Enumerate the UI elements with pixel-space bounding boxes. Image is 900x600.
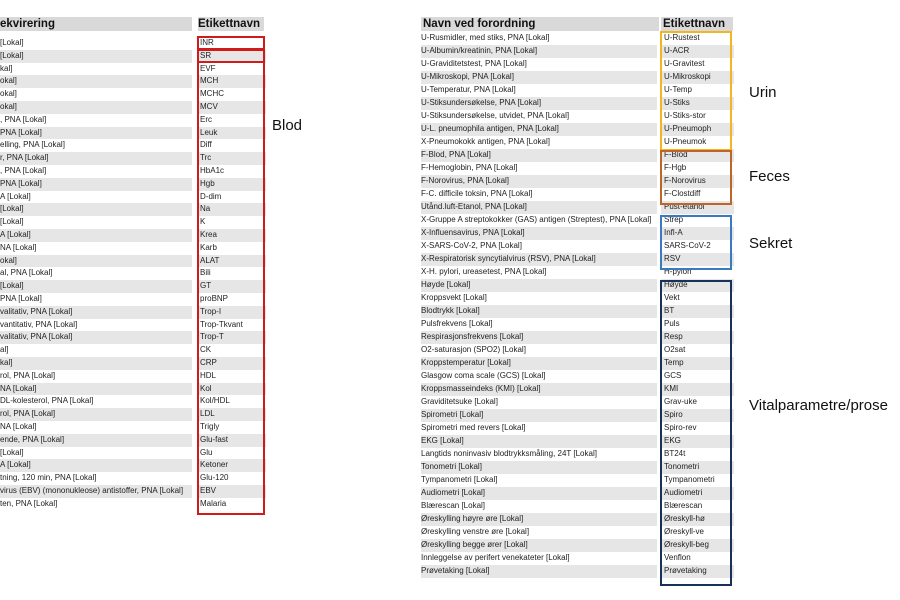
right-table-row-name: Blodtrykk [Lokal] bbox=[421, 305, 657, 318]
left-header-label: Etikettnavn bbox=[198, 17, 264, 31]
left-table-row-label: Kol/HDL bbox=[200, 396, 230, 406]
right-table-row-label: Tonometri bbox=[661, 461, 734, 474]
right-table-row-label: Høyde bbox=[661, 279, 734, 292]
right-table-row-name: O2-saturasjon (SPO2) [Lokal] bbox=[421, 344, 526, 354]
right-table-row-name: Audiometri [Lokal] bbox=[421, 487, 657, 500]
right-table-row-name: Øreskylling begge ører [Lokal] bbox=[421, 539, 657, 552]
right-table-row-name: Kroppstemperatur [Lokal] bbox=[421, 357, 657, 370]
left-table-row-label: Diff bbox=[200, 140, 212, 150]
right-header-label: Etikettnavn bbox=[661, 17, 733, 31]
left-table-row-name: virus (EBV) (mononukleose) antistoffer, PNA [Lokal] bbox=[0, 485, 192, 498]
left-table-row-label: Krea bbox=[197, 229, 266, 242]
left-table-row-label: Trigly bbox=[200, 422, 220, 431]
left-table-row-label: Karb bbox=[200, 242, 217, 252]
left-table-row-name: NA [Lokal] bbox=[0, 422, 37, 431]
right-table-row-label: Temp bbox=[661, 357, 734, 370]
right-table-row-label: RSV bbox=[661, 253, 734, 266]
left-table-row-name: r, PNA [Lokal] bbox=[0, 152, 192, 165]
left-table-row-label: Bili bbox=[200, 268, 211, 278]
left-table-row-name: NA [Lokal] bbox=[0, 383, 192, 396]
feces-label: Feces bbox=[749, 168, 790, 185]
right-table-row-label: BT24t bbox=[664, 448, 686, 458]
left-table-row-name: A [Lokal] bbox=[0, 229, 192, 242]
right-table-row-label: Pust-etanol bbox=[661, 201, 734, 214]
blod-label: Blod bbox=[272, 117, 303, 134]
left-table-row-label: Na bbox=[197, 203, 266, 216]
left-table-row-name: okal] bbox=[0, 255, 192, 268]
left-table-row-label: EVF bbox=[200, 63, 216, 73]
right-table-row-label: Spiro bbox=[661, 409, 734, 422]
right-table-row-name: X-H. pylori, ureasetest, PNA [Lokal] bbox=[421, 266, 547, 276]
left-table-row-name: PNA [Lokal] bbox=[0, 127, 192, 140]
right-table-row-label: Tympanometri bbox=[664, 474, 715, 484]
right-table-row-label: Infl-A bbox=[661, 227, 734, 240]
right-table-row-name: Pulsfrekvens [Lokal] bbox=[421, 318, 493, 328]
left-table-row-name: PNA [Lokal] bbox=[0, 294, 42, 303]
right-header-name: Navn ved forordning bbox=[421, 17, 659, 31]
right-table-row-name: Høyde [Lokal] bbox=[421, 279, 657, 292]
right-table-row-name: Tympanometri [Lokal] bbox=[421, 474, 498, 484]
left-table-row-label: CK bbox=[200, 345, 212, 355]
left-table-row-label: Kol bbox=[197, 383, 266, 396]
right-table-row-label: F-Norovirus bbox=[661, 175, 734, 188]
right-table-row-label: Resp bbox=[661, 331, 734, 344]
right-table-row-name: Graviditetsuke [Lokal] bbox=[421, 396, 498, 406]
right-table-row-name: Tonometri [Lokal] bbox=[421, 461, 657, 474]
left-table-row-name: [Lokal] bbox=[0, 280, 192, 293]
left-table-row-name: al] bbox=[0, 345, 9, 355]
right-table-row-name: Spirometri med revers [Lokal] bbox=[421, 422, 526, 432]
right-table-row-label: Øreskyll-beg bbox=[661, 539, 734, 552]
right-table-row-label: BT bbox=[661, 305, 734, 318]
left-table-row-name: A [Lokal] bbox=[0, 191, 31, 201]
left-table-row-name: tning, 120 min, PNA [Lokal] bbox=[0, 473, 97, 483]
right-table-row-label: Prøvetaking bbox=[661, 565, 734, 578]
right-table-row-label: U-Rustest bbox=[664, 33, 700, 42]
sekret-label: Sekret bbox=[749, 235, 793, 252]
left-table-row-name: okal] bbox=[0, 101, 192, 114]
right-table-row-name: Kroppsvekt [Lokal] bbox=[421, 292, 487, 302]
right-table-row-name: U-Mikroskopi, PNA [Lokal] bbox=[421, 71, 657, 84]
right-table-row-label: U-ACR bbox=[661, 45, 734, 58]
left-table-row-label: Trop-Tkvant bbox=[200, 319, 243, 329]
right-table-row-name: EKG [Lokal] bbox=[421, 435, 657, 448]
left-table-row-label: Trc bbox=[197, 152, 266, 165]
left-table-row-name: [Lokal] bbox=[0, 50, 192, 63]
left-table-row-name: kal] bbox=[0, 63, 13, 73]
left-table-row-label: SR bbox=[197, 50, 266, 63]
left-table-row-label: INR bbox=[200, 38, 214, 47]
left-table-row-label: Trop-T bbox=[197, 331, 266, 344]
right-table-row-name: Prøvetaking [Lokal] bbox=[421, 565, 657, 578]
left-table-row-label: ALAT bbox=[197, 255, 266, 268]
left-table-row-label: Ketoner bbox=[197, 459, 266, 472]
left-table-row-name: [Lokal] bbox=[0, 203, 192, 216]
right-table-row-name: Respirasjonsfrekvens [Lokal] bbox=[421, 331, 657, 344]
left-table-row-label: Glu bbox=[200, 447, 213, 457]
left-table-row-label: Trop-I bbox=[197, 306, 266, 319]
right-table-row-label: Spiro-rev bbox=[664, 422, 697, 432]
right-table-row-name: F-Norovirus, PNA [Lokal] bbox=[421, 175, 657, 188]
right-table-row-label: Vekt bbox=[664, 292, 680, 302]
left-table-row-name: valitativ, PNA [Lokal] bbox=[0, 306, 192, 319]
right-table-row-name: X-SARS-CoV-2, PNA [Lokal] bbox=[421, 240, 522, 250]
right-table-row-label: U-Temp bbox=[664, 84, 693, 94]
left-table-row-name: ende, PNA [Lokal] bbox=[0, 434, 192, 447]
right-table-row-name: Langtids noninvasiv blodtrykksmåling, 24T [Lokal] bbox=[421, 448, 597, 458]
right-table-row-label: Blærescan bbox=[664, 500, 703, 510]
right-table-row-label: Puls bbox=[664, 318, 680, 328]
left-table-row-label: MCV bbox=[197, 101, 266, 114]
right-table-row-name: U-L. pneumophila antigen, PNA [Lokal] bbox=[421, 123, 657, 136]
right-table-row-label: U-Stiks-stor bbox=[664, 110, 706, 120]
left-table-row-name: okal] bbox=[0, 89, 17, 99]
left-table-row-label: D-dim bbox=[200, 191, 222, 201]
right-table-row-label: Audiometri bbox=[661, 487, 734, 500]
right-table-row-label: GCS bbox=[664, 370, 682, 380]
right-table-row-label: KMI bbox=[661, 383, 734, 396]
right-table-row-name: Øreskylling venstre øre [Lokal] bbox=[421, 526, 530, 536]
left-table-row-name: A [Lokal] bbox=[0, 459, 192, 472]
right-table-row-label: Øreskyll-hø bbox=[661, 513, 734, 526]
left-table-row-name: rol, PNA [Lokal] bbox=[0, 408, 192, 421]
left-table-row-name: rol, PNA [Lokal] bbox=[0, 370, 56, 380]
right-table-row-label: U-Gravitest bbox=[664, 58, 705, 68]
right-table-row-label: U-Pneumoph bbox=[661, 123, 734, 136]
left-table-row-label: Leuk bbox=[197, 127, 266, 140]
left-table-row-name: , PNA [Lokal] bbox=[0, 114, 47, 124]
left-table-row-label: Glu-fast bbox=[197, 434, 266, 447]
left-table-row-label: proBNP bbox=[200, 294, 229, 303]
right-table-row-label: Strep bbox=[664, 214, 684, 224]
left-table-row-name: PNA [Lokal] bbox=[0, 178, 192, 191]
right-table-row-label: Grav-uke bbox=[664, 396, 697, 406]
right-table-row-name: F-Blod, PNA [Lokal] bbox=[421, 149, 657, 162]
right-table-row-label: Venflon bbox=[664, 552, 691, 562]
left-header-name: ekvirering bbox=[0, 17, 192, 31]
right-table-row-label: U-Mikroskopi bbox=[661, 71, 734, 84]
left-table-row-label: HDL bbox=[200, 370, 217, 380]
right-table-row-name: U-Stiksundersøkelse, utvidet, PNA [Lokal] bbox=[421, 110, 570, 120]
left-table-row-name: [Lokal] bbox=[0, 447, 24, 457]
right-table-row-label: EKG bbox=[661, 435, 734, 448]
right-table-row-label: O2sat bbox=[664, 344, 686, 354]
right-table-row-name: U-Stiksundersøkelse, PNA [Lokal] bbox=[421, 97, 657, 110]
right-table-row-name: X-Gruppe A streptokokker (GAS) antigen (Streptest), PNA [Lokal] bbox=[421, 214, 652, 224]
right-table-row-name: U-Albumin/kreatinin, PNA [Lokal] bbox=[421, 45, 657, 58]
right-table-row-name: X-Influensavirus, PNA [Lokal] bbox=[421, 227, 657, 240]
left-table-row-label: LDL bbox=[197, 408, 266, 421]
right-table-row-label: U-Stiks bbox=[661, 97, 734, 110]
left-table-row-name: NA [Lokal] bbox=[0, 242, 37, 252]
right-table-row-label: Øreskyll-ve bbox=[664, 526, 705, 536]
right-table-row-name: Glasgow coma scale (GCS) [Lokal] bbox=[421, 370, 546, 380]
right-table-row-label: F-Hgb bbox=[664, 162, 687, 172]
left-table-row-label: HbA1c bbox=[200, 166, 225, 175]
vital-label: Vitalparametre/prose bbox=[749, 397, 888, 414]
right-table-row-name: U-Rusmidler, med stiks, PNA [Lokal] bbox=[421, 33, 550, 42]
left-table-row-name: , PNA [Lokal] bbox=[0, 166, 47, 175]
right-table-row-name: Utånd.luft-Etanol, PNA [Lokal] bbox=[421, 201, 657, 214]
left-table-row-label: Glu-120 bbox=[200, 473, 229, 483]
right-table-row-label: SARS-CoV-2 bbox=[664, 240, 711, 250]
left-table-row-label: Malaria bbox=[200, 498, 227, 508]
left-table-row-name: valitativ, PNA [Lokal] bbox=[0, 331, 192, 344]
left-table-row-label: Erc bbox=[200, 114, 212, 124]
left-table-row-label: EBV bbox=[197, 485, 266, 498]
left-table-row-label: CRP bbox=[197, 357, 266, 370]
left-table-row-name: ten, PNA [Lokal] bbox=[0, 498, 58, 508]
urin-label: Urin bbox=[749, 84, 777, 101]
right-table-row-label: U-Pneumok bbox=[664, 136, 707, 146]
right-table-row-label: H-pylori bbox=[664, 266, 692, 276]
left-table-row-label: Hgb bbox=[197, 178, 266, 191]
left-table-row-label: MCHC bbox=[200, 89, 224, 99]
left-table-row-label: MCH bbox=[197, 75, 266, 88]
left-table-row-label: GT bbox=[197, 280, 266, 293]
right-table-row-name: X-Pneumokokk antigen, PNA [Lokal] bbox=[421, 136, 550, 146]
right-table-row-label: F-Blod bbox=[661, 149, 734, 162]
right-table-row-name: Kroppsmasseindeks (KMI) [Lokal] bbox=[421, 383, 657, 396]
right-table-row-name: F-C. difficile toksin, PNA [Lokal] bbox=[421, 188, 533, 198]
left-table-row-name: okal] bbox=[0, 75, 192, 88]
right-table-row-name: Blærescan [Lokal] bbox=[421, 500, 486, 510]
right-table-row-name: Innleggelse av perifert venekateter [Lokal] bbox=[421, 552, 570, 562]
right-table-row-name: X-Respiratorisk syncytialvirus (RSV), PNA [Lokal] bbox=[421, 253, 657, 266]
right-table-row-name: U-Graviditetstest, PNA [Lokal] bbox=[421, 58, 527, 68]
right-table-row-name: Øreskylling høyre øre [Lokal] bbox=[421, 513, 657, 526]
right-table-row-name: Spirometri [Lokal] bbox=[421, 409, 657, 422]
left-table-row-name: kal] bbox=[0, 357, 192, 370]
left-table-row-name: vantitativ, PNA [Lokal] bbox=[0, 319, 78, 329]
left-table-row-label: K bbox=[200, 217, 206, 227]
left-table-row-name: [Lokal] bbox=[0, 217, 24, 227]
right-table-row-name: U-Temperatur, PNA [Lokal] bbox=[421, 84, 516, 94]
right-table-row-label: F-Clostdiff bbox=[664, 188, 701, 198]
left-table-row-name: elling, PNA [Lokal] bbox=[0, 140, 65, 150]
left-table-row-name: al, PNA [Lokal] bbox=[0, 268, 53, 278]
left-table-row-name: [Lokal] bbox=[0, 38, 24, 47]
right-table-row-name: F-Hemoglobin, PNA [Lokal] bbox=[421, 162, 518, 172]
left-table-row-name: DL-kolesterol, PNA [Lokal] bbox=[0, 396, 94, 406]
